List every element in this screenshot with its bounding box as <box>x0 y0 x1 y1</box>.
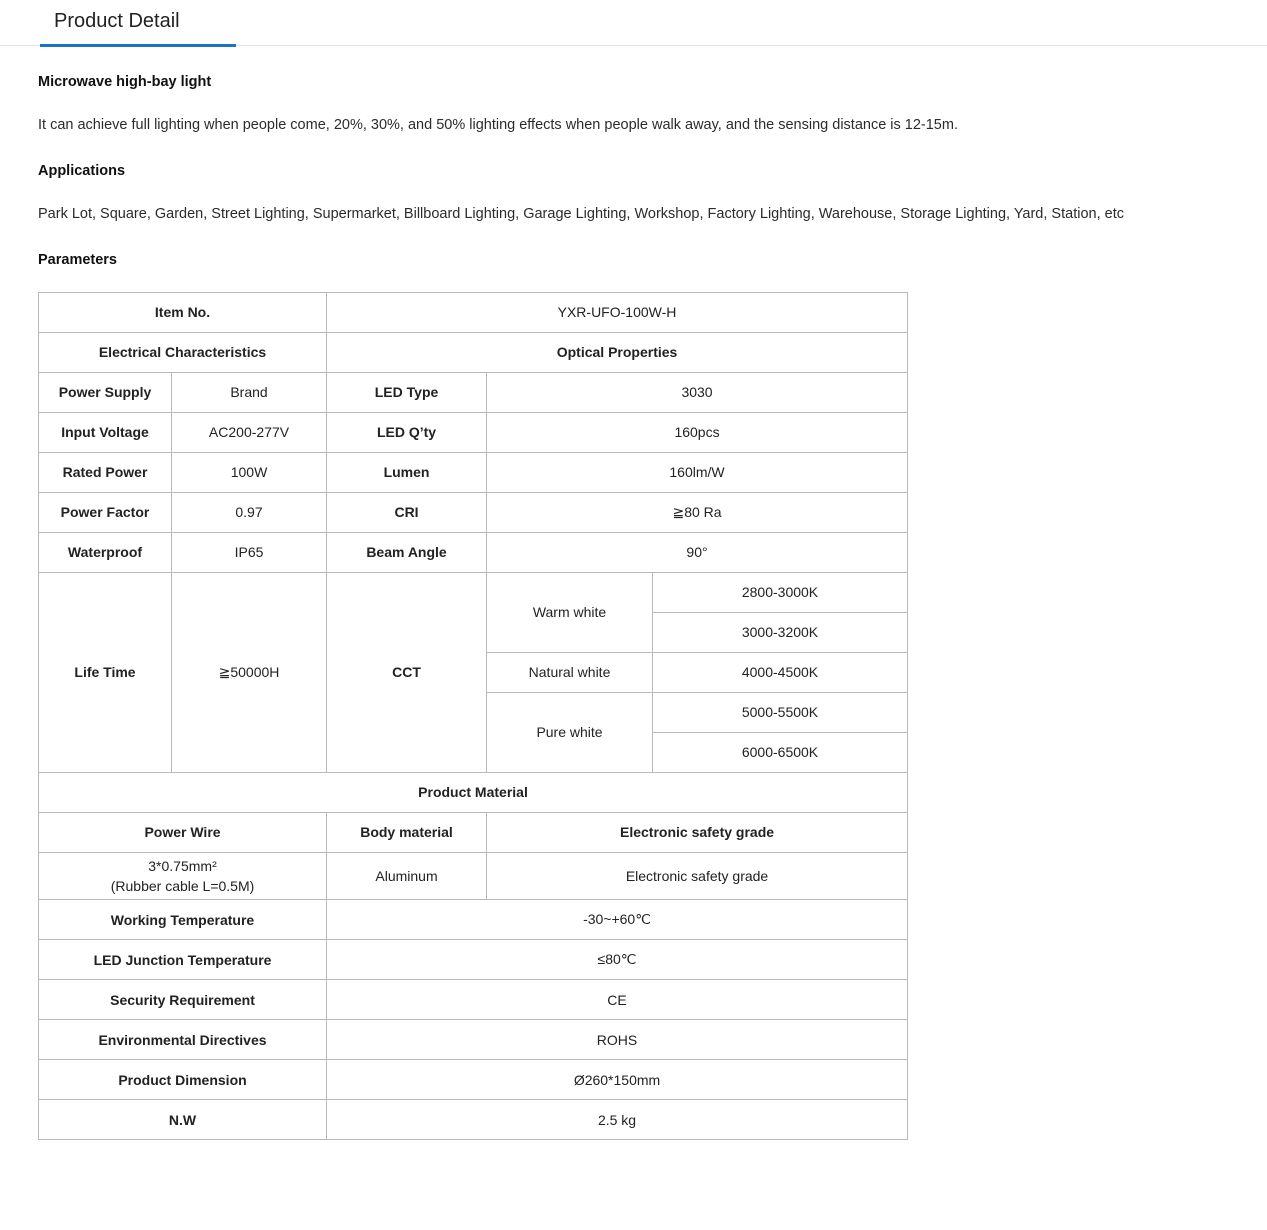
product-material-header: Product Material <box>39 772 908 812</box>
product-description: It can achieve full lighting when people come, 20%, 30%, and 50% lighting effects when people walk away, and the sensing distance is 12-15m. <box>38 117 958 133</box>
row-value-beam-angle: 90° <box>487 532 908 572</box>
power-wire-line-1: 3*0.75mm² <box>148 857 217 874</box>
table-row <box>39 332 908 372</box>
row-value-rated-power: 100W <box>172 452 327 492</box>
spec-label-net-weight: N.W <box>39 1100 327 1140</box>
table-row <box>39 1060 908 1100</box>
row-label-life-time: Life Time <box>39 572 172 772</box>
table-row <box>39 812 908 852</box>
row-value-power-factor: 0.97 <box>172 492 327 532</box>
row-value-input-voltage: AC200-277V <box>172 412 327 452</box>
item-no-label: Item No. <box>39 292 327 332</box>
row-label-cri: CRI <box>327 492 487 532</box>
table-row <box>39 852 908 900</box>
table-row <box>39 1100 908 1140</box>
row-label-input-voltage: Input Voltage <box>39 412 172 452</box>
material-value-body-material: Aluminum <box>327 852 487 900</box>
material-header-power-wire: Power Wire <box>39 812 327 852</box>
table-row <box>39 1020 908 1060</box>
table-row <box>39 492 908 532</box>
spec-label-security-requirement: Security Requirement <box>39 980 327 1020</box>
table-row <box>39 980 908 1020</box>
cct-warm-white-value-2: 3000-3200K <box>653 612 908 652</box>
detail-content <box>0 74 1267 1140</box>
row-value-cri: ≧80 Ra <box>487 492 908 532</box>
row-label-beam-angle: Beam Angle <box>327 532 487 572</box>
spec-value-product-dimension: Ø260*150mm <box>327 1060 908 1100</box>
electrical-header: Electrical Characteristics <box>39 332 327 372</box>
row-label-led-qty: LED Q’ty <box>327 412 487 452</box>
row-label-cct: CCT <box>327 572 487 772</box>
row-label-power-factor: Power Factor <box>39 492 172 532</box>
spec-value-working-temperature: -30~+60℃ <box>327 900 908 940</box>
table-row <box>39 940 908 980</box>
item-no-value: YXR-UFO-100W-H <box>327 292 908 332</box>
table-row <box>39 452 908 492</box>
row-label-led-type: LED Type <box>327 372 487 412</box>
applications-text: Park Lot, Square, Garden, Street Lighting, Supermarket, Billboard Lighting, Garage Lighting, Workshop, Factory Lighting, Warehouse, Storage Lighting, Yard, Station, etc <box>38 205 1124 222</box>
table-row <box>39 372 908 412</box>
table-row <box>39 572 908 612</box>
power-wire-line-2: (Rubber cable L=0.5M) <box>110 877 255 894</box>
applications-heading: Applications <box>38 162 126 179</box>
row-value-waterproof: IP65 <box>172 532 327 572</box>
row-value-power-supply: Brand <box>172 372 327 412</box>
cct-natural-white-value: 4000-4500K <box>653 652 908 692</box>
tab-product-detail[interactable]: Product Detail <box>54 10 180 32</box>
spec-label-environmental-directives: Environmental Directives <box>39 1020 327 1060</box>
row-value-led-type: 3030 <box>487 372 908 412</box>
cct-warm-white-label: Warm white <box>487 572 653 652</box>
row-label-power-supply: Power Supply <box>39 372 172 412</box>
spec-value-net-weight: 2.5 kg <box>327 1100 908 1140</box>
table-row <box>39 532 908 572</box>
row-label-waterproof: Waterproof <box>39 532 172 572</box>
material-value-safety-grade: Electronic safety grade <box>487 852 908 900</box>
row-value-led-qty: 160pcs <box>487 412 908 452</box>
table-row <box>39 292 908 332</box>
table-row <box>39 900 908 940</box>
spec-value-environmental-directives: ROHS <box>327 1020 908 1060</box>
cct-pure-white-value-1: 5000-5500K <box>653 692 908 732</box>
table-row <box>39 772 908 812</box>
parameters-table <box>38 292 908 1141</box>
row-label-rated-power: Rated Power <box>39 452 172 492</box>
row-value-life-time: ≧50000H <box>172 572 327 772</box>
table-row <box>39 412 908 452</box>
spec-value-security-requirement: CE <box>327 980 908 1020</box>
material-header-body-material: Body material <box>327 812 487 852</box>
spec-value-led-junction-temperature: ≤80℃ <box>327 940 908 980</box>
product-title: Microwave high-bay light <box>38 74 212 90</box>
optical-header: Optical Properties <box>327 332 908 372</box>
cct-warm-white-value-1: 2800-3000K <box>653 572 908 612</box>
row-label-lumen: Lumen <box>327 452 487 492</box>
cct-pure-white-value-2: 6000-6500K <box>653 732 908 772</box>
parameters-heading: Parameters <box>38 251 117 268</box>
spec-label-led-junction-temperature: LED Junction Temperature <box>39 940 327 980</box>
material-header-safety-grade: Electronic safety grade <box>487 812 908 852</box>
cct-pure-white-label: Pure white <box>487 692 653 772</box>
tab-active-indicator <box>40 44 236 47</box>
material-value-power-wire <box>39 852 327 900</box>
spec-label-product-dimension: Product Dimension <box>39 1060 327 1100</box>
cct-natural-white-label: Natural white <box>487 652 653 692</box>
row-value-lumen: 160lm/W <box>487 452 908 492</box>
tab-bar <box>0 0 1267 46</box>
spec-label-working-temperature: Working Temperature <box>39 900 327 940</box>
